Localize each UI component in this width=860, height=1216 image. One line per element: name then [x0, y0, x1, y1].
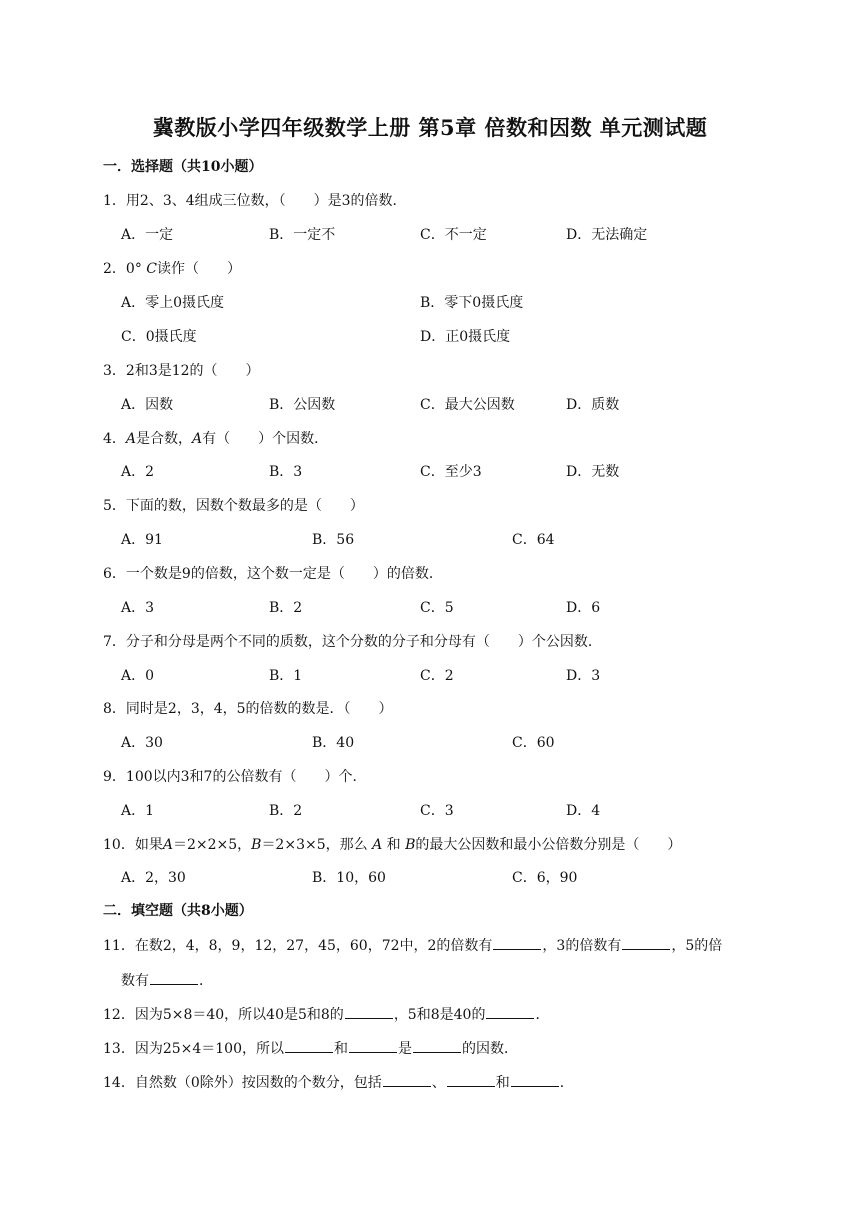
- q2-prefix: 2．0°: [103, 261, 142, 277]
- q6-option-b: B．2: [269, 600, 303, 616]
- question-4: [103, 428, 328, 448]
- q10-variable-a: A: [162, 837, 173, 853]
- q10-variable-a-2: A: [372, 837, 383, 853]
- q2-option-d: D．正0摄氏度: [420, 329, 511, 345]
- q10-and: 和: [386, 837, 401, 853]
- q1-option-a: A．一定: [121, 227, 174, 243]
- q1-option-c: C．不一定: [420, 227, 487, 243]
- question-11: [103, 935, 722, 955]
- q3-option-d: D．质数: [566, 397, 620, 413]
- q6-option-d: D．6: [566, 600, 601, 616]
- question-5: 5．下面的数，因数个数最多的是（ ）: [103, 498, 364, 514]
- q2-option-a: A．零上0摄氏度: [121, 295, 225, 311]
- q8-option-a: A．30: [121, 735, 163, 751]
- q13-text-4: 的因数．: [462, 1041, 518, 1057]
- q2-suffix: 读作（ ）: [157, 261, 241, 277]
- q3-option-b: B．公因数: [269, 397, 336, 413]
- q9-option-a: A．1: [121, 803, 155, 819]
- q1-option-b: B．一定不: [269, 227, 336, 243]
- q11-text-1: 11．在数2，4，8，9，12，27，45，60，72中，2的倍数有: [103, 938, 493, 954]
- q14-text-4: ．: [559, 1075, 574, 1091]
- question-6: 6．一个数是9的倍数，这个数一定是（ ）的倍数．: [103, 566, 443, 582]
- q11-text-2: ，3的倍数有: [542, 938, 622, 954]
- q13-text-1: 13．因为25×4＝100，所以: [103, 1041, 284, 1057]
- q4-mid: 是合数，: [136, 431, 193, 447]
- q12-text-3: ．: [535, 1007, 550, 1023]
- question-14: [103, 1072, 574, 1092]
- q5-option-b: B．56: [312, 532, 355, 548]
- q12-blank-1[interactable]: [345, 1006, 393, 1019]
- q13-text-2: 和: [334, 1041, 348, 1057]
- q2-option-b: B．零下0摄氏度: [420, 295, 524, 311]
- q4-option-d: D．无数: [566, 464, 620, 480]
- question-3: 3．2和3是12的（ ）: [103, 363, 260, 379]
- q4-option-c: C．至少3: [420, 464, 482, 480]
- q9-option-c: C．3: [420, 803, 454, 819]
- q14-text-3: 和: [495, 1075, 510, 1091]
- question-1: 1．用2、3、4组成三位数，（ ）是3的倍数．: [103, 193, 407, 209]
- q3-option-a: A．因数: [121, 397, 174, 413]
- q10-option-c: C．6，90: [512, 870, 578, 886]
- question-12: [103, 1004, 549, 1024]
- q4-option-b: B．3: [269, 464, 303, 480]
- q7-option-c: C．2: [420, 668, 454, 684]
- q10-prefix: 10．如果: [103, 837, 163, 853]
- q12-text-2: ，5和8是40的: [393, 1007, 486, 1023]
- q7-option-b: B．1: [269, 668, 303, 684]
- q13-text-3: 是: [398, 1041, 412, 1057]
- q1-option-d: D．无法确定: [566, 227, 648, 243]
- q11-blank-1[interactable]: [493, 937, 541, 950]
- q4-number: 4．: [103, 431, 126, 447]
- q14-blank-2[interactable]: [447, 1074, 495, 1087]
- q11-text-5: ．: [199, 973, 213, 989]
- q10-variable-b-2: B: [405, 837, 416, 853]
- q10-option-b: B．10，60: [312, 870, 386, 886]
- q11-blank-3[interactable]: [150, 972, 198, 985]
- q13-blank-3[interactable]: [413, 1040, 461, 1053]
- q14-text-1: 14．自然数（0除外）按因数的个数分，包括: [103, 1075, 382, 1091]
- q10-eq-b: ＝2×3×5，那么: [261, 837, 368, 853]
- question-7: 7．分子和分母是两个不同的质数，这个分数的分子和分母有（ ）个公因数．: [103, 634, 602, 650]
- q6-option-a: A．3: [121, 600, 155, 616]
- q8-option-b: B．40: [312, 735, 355, 751]
- q4-suffix: 有（ ）个因数．: [202, 431, 329, 447]
- q14-text-2: 、: [431, 1075, 446, 1091]
- question-11-line-2: [121, 970, 213, 990]
- q8-option-c: C．60: [512, 735, 555, 751]
- q10-eq-a: ＝2×2×5，: [172, 837, 252, 853]
- q14-blank-1[interactable]: [383, 1074, 431, 1087]
- q13-blank-1[interactable]: [285, 1040, 333, 1053]
- q3-option-c: C．最大公因数: [420, 397, 515, 413]
- q5-option-a: A．91: [121, 532, 163, 548]
- q9-option-b: B．2: [269, 803, 303, 819]
- q13-blank-2[interactable]: [349, 1040, 397, 1053]
- q9-option-d: D．4: [566, 803, 601, 819]
- question-10: [103, 834, 681, 854]
- q11-text-3: ，5的倍: [671, 938, 723, 954]
- q14-blank-3[interactable]: [511, 1074, 559, 1087]
- q7-option-d: D．3: [566, 668, 601, 684]
- q2-option-c: C．0摄氏度: [121, 329, 197, 345]
- question-9: 9．100以内3和7的公倍数有（ ）个．: [103, 769, 367, 785]
- q7-option-a: A．0: [121, 668, 155, 684]
- question-2: [103, 258, 241, 278]
- q4-option-a: A．2: [121, 464, 155, 480]
- q6-option-c: C．5: [420, 600, 454, 616]
- q5-option-c: C．64: [512, 532, 555, 548]
- question-13: [103, 1038, 518, 1058]
- q2-variable: C: [146, 261, 157, 277]
- q11-blank-2[interactable]: [622, 937, 670, 950]
- section-heading-choice: 一．选择题（共10小题）: [103, 159, 263, 175]
- q11-text-4: 数有: [121, 973, 149, 989]
- q10-suffix: 的最大公因数和最小公倍数分别是（ ）: [415, 837, 682, 853]
- section-heading-fill: 二．填空题（共8小题）: [103, 903, 253, 919]
- q10-option-a: A．2，30: [121, 870, 186, 886]
- q10-variable-b: B: [251, 837, 262, 853]
- q12-text-1: 12．因为5×8＝40，所以40是5和8的: [103, 1007, 344, 1023]
- q4-variable-a: A: [125, 431, 137, 447]
- question-8: 8．同时是2，3，4，5的倍数的数是．（ ）: [103, 701, 393, 717]
- q4-variable-a-2: A: [192, 431, 203, 447]
- page-title: 冀教版小学四年级数学上册 第5章 倍数和因数 单元测试题: [152, 115, 708, 140]
- q12-blank-2[interactable]: [486, 1006, 534, 1019]
